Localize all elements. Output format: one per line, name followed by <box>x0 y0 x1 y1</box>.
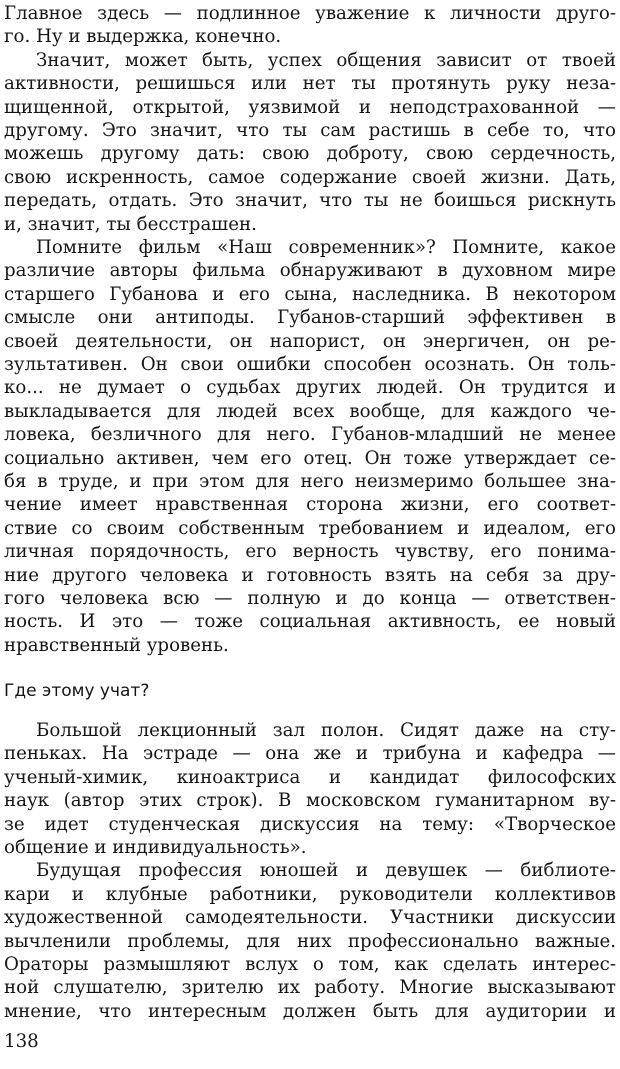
text-line: го. Ну и выдержка, конечно. <box>4 26 282 48</box>
text-line: Большой лекционный зал полон. Сидят даже на сту- <box>36 720 616 741</box>
page-number: 138 <box>4 1031 39 1052</box>
text-line: и, значит, ты бесстрашен. <box>4 213 257 235</box>
text-line: старшего Губанова и его сына, наследника. В некотором <box>4 283 616 305</box>
text-line: зультативен. Он свои ошибки способен осознать. Он толь- <box>4 354 616 375</box>
text-line: передать, отдать. Это значит, что ты не боишься рискнуть <box>4 190 616 212</box>
text-line: вычленили проблемы, для них профессионально важные. <box>4 930 616 952</box>
text-line: бя в труде, и при этом для него неизмеримо большее зна- <box>4 471 616 492</box>
text-line: Ораторы размышляют вслух о том, как сделать интерес- <box>4 954 616 975</box>
text-line: ной слушателю, зрителю их работу. Многие высказывают <box>4 977 616 999</box>
text-line: нравственный уровень. <box>4 634 229 656</box>
text-line: чение имеет нравственная сторона жизни, его соответ- <box>4 494 616 516</box>
text-line: социально активен, чем его отец. Он тоже утверждает се- <box>4 447 616 469</box>
text-line: гого человека всю — полную и до конца — ответствен- <box>4 588 616 609</box>
text-line: Значит, может быть, успех общения зависит от твоей <box>36 49 616 71</box>
text-line: можешь другому дать: свою доброту, свою сердечность, <box>4 143 616 165</box>
text-line: наук (автор этих строк). В московском гуманитарном ву- <box>4 790 616 812</box>
text-line: щищенной, открытой, уязвимой и неподстрахованной — <box>4 96 616 118</box>
text-line: кари и клубные работники, руководители коллективов <box>4 883 616 905</box>
text-line: пеньках. На эстраде — она же и трибуна и кафедра — <box>4 743 616 765</box>
text-line: ученый-химик, киноактриса и кандидат философских <box>4 766 616 788</box>
text-line: своей деятельности, он напорист, он энергичен, он ре- <box>4 330 616 352</box>
text-line: Главное здесь — подлинное уважение к личности друго- <box>4 3 616 24</box>
book-page <box>4 0 616 1069</box>
text-line: мнение, что интересным должен быть для аудитории и <box>4 1000 616 1022</box>
text-line: другому. Это значит, что ты сам растишь в себе то, что <box>4 120 616 141</box>
text-line: ние другого человека и готовность взять на себя за дру- <box>4 564 616 586</box>
text-line: активности, решишься или нет ты протянуть руку неза- <box>4 73 616 95</box>
text-line: Помните фильм «Наш современник»? Помните, какое <box>36 237 616 258</box>
text-line: свою искренность, самое содержание своей жизни. Дать, <box>4 166 616 188</box>
text-line: общение и индивидуальность». <box>4 837 307 858</box>
section-heading: Где этому учат? <box>4 681 150 701</box>
text-line: смысле они антиподы. Губанов-старший эффективен в <box>4 307 616 329</box>
text-line: выкладывается для людей всех вообще, для каждого че- <box>4 400 616 422</box>
text-line: ствие со своим собственным требованием и идеалом, его <box>4 517 616 539</box>
text-line: ность. И это — тоже социальная активность, ее новый <box>4 611 616 633</box>
text-line: ловека, безличного для него. Губанов-младший не менее <box>4 424 616 446</box>
text-line: художественной самодеятельности. Участники дискуссии <box>4 907 616 929</box>
text-line: личная порядочность, его верность чувству, его понима- <box>4 541 616 563</box>
text-line: различие авторы фильма обнаруживают в духовном мире <box>4 260 616 282</box>
text-line: Будущая профессия юношей и девушек — библиоте- <box>36 860 616 882</box>
text-line: зе идет студенческая дискуссия на тему: «Творческое <box>4 813 616 835</box>
text-line: ко... не думает о судьбах других людей. Он трудится и <box>4 377 616 399</box>
